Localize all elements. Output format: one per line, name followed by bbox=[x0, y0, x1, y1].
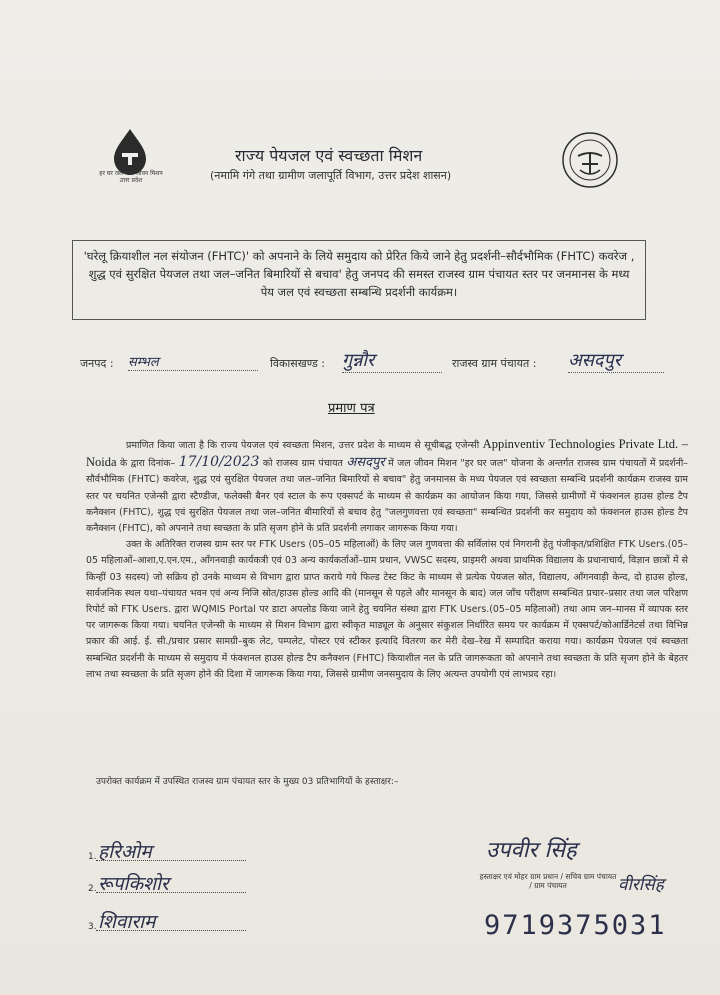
gram-panchayat-label: राजस्व ग्राम पंचायत : bbox=[452, 357, 537, 370]
participant-signature: हरिओम bbox=[98, 841, 152, 863]
p1-village-label: को राजस्व ग्राम पंचायत bbox=[262, 458, 343, 470]
mission-title: राज्य पेयजल एवं स्वच्छता मिशन bbox=[235, 146, 423, 165]
participants-note: उपरोक्त कार्यक्रम में उपस्थित राजस्व ग्राम पंचायत स्तर के मुख्य 03 प्रतिभागियों के हस्ताक्षर:– bbox=[96, 777, 399, 787]
participant-signature: शिवाराम bbox=[98, 911, 156, 933]
logo-caption: हर घर जल जल जीवन मिशन उत्तर प्रदेश bbox=[99, 170, 163, 184]
paragraph-1 bbox=[86, 436, 688, 537]
program-intro-box: 'घरेलू क्रियाशील नल संयोजन (FHTC)' को अपनाने के लिये समुदाय को प्रेरित किये जाने हेतु प्रदर्शनी–सौर्दभौमिक (FHTC) कवरेज , शुद्ध एवं सुरक्षित पेयजल तथा जल–जनित बिमारियों से बचाव' हेतु जनपद की समस्त राजस्व ग्राम पंचायत स्तर पर जनमानस के मध्य पेय जल एवं स्वच्छता सम्बन्धि प्रदर्शनी कार्यक्रम। bbox=[72, 240, 646, 320]
village-name: असदपुर bbox=[346, 455, 385, 471]
district-label: जनपद : bbox=[80, 357, 114, 370]
certificate-body bbox=[86, 436, 688, 683]
participant-2 bbox=[88, 873, 169, 895]
participant-number: 3. bbox=[88, 922, 97, 932]
p1-date-label: के द्वारा दिनांक– bbox=[120, 458, 176, 470]
participant-1 bbox=[88, 841, 152, 863]
participant-number: 1. bbox=[88, 852, 97, 862]
up-government-emblem-icon bbox=[560, 130, 620, 190]
signatory-signature: उपवीर सिंह bbox=[486, 838, 577, 863]
signatory-label: हस्ताक्षर एवं मोहर ग्राम प्रधान / सचिव ग्राम पंचायत / ग्राम पंचायत bbox=[479, 872, 617, 890]
paragraph-2: उक्त के अतिरिक्त राजस्व ग्राम स्तर पर FTK Users (05–05 महिलाओं) के लिए जल गुणवत्ता की सर्विलांस एवं निगरानी हेतु पंजीकृत/प्रशिक्षित FTK Users.(05–05 महिलाओं–आशा,ए.एन.एम., आँगनवाड़ी कार्यकत्री एवं 03 अन्य कार्यकर्ताओं–ग्राम प्रधान, VWSC सदस्य, प्राइमरी अथवा प्राथमिक विद्यालय के प्रधानाचार्य, विज्ञान छात्रों में से किन्हीं 03 सदस्य) जो सक्रिय हो उनके माध्यम से विभाग द्वारा प्राप्त कराये गये फिल्ड टेस्ट किट के माध्यम से प्रत्येक पेयजल स्रोत, विद्यालय, आँगनवाड़ी केन्द, दो हाउस होल्ड, सार्वजनिक स्थल यथा–पंचायत भवन एवं अन्य निजि स्रोत/हाउस होल्ड आदि की (मानसून से पहले और मानसून के बाद) जल जाँच परीक्षण सम्बन्धित प्रचार–प्रसार तथा जल परिक्षण रिपोर्ट को FTK Users. द्वारा WQMIS Portal पर डाटा अपलोड किया जाने हेतु चयनित संस्था द्वारा FTK Users.(05–05 महिलाओं) तथा आम जन–मानस में व्यापक स्तर पर जागरूक किया गया। चयनित एजेन्सी के माध्यम से मिशन विभाग द्वारा स्वीकृत माड्यूल के अनुसार संकुशल निर्धारित समय पर कार्यक्रम में एक्सपर्ट/कोआर्डिनेटर्स तथा विभिन्न प्रकार की आई. ई. सी./प्रचार प्रसार सामग्री–बुक लेट, पम्पलेट, पोस्टर एवं स्टीकर इत्यादि वितरण कर मेरी देख–रेख में सम्पादित कराया गया। कार्यक्रम पेयजल एवं स्वच्छता सम्बन्धित प्रदर्शनी के माध्यम से समुदाय में फंक्शनल हाउस होल्ड टैप कनैक्शन (FHTC) कियाशील नल के प्रति जागरूकता को अपनाने तथा स्वच्छता के प्रति सृजग होने के बेहतर लाभ तथा स्वच्छता के प्रति सृजग होने की दिशा में जागरूक किया गया, जिससे ग्रामीण जनसमुदाय के लिए अत्यन्त उपयोगी एवं लाभप्रद रहा। bbox=[86, 539, 688, 680]
handwritten-phone-number: 9719375031 bbox=[484, 910, 667, 941]
block-value: गुन्नौर bbox=[342, 348, 442, 373]
mission-subtitle: (नमामि गंगे तथा ग्रामीण जलापूर्ति विभाग, उत्तर प्रदेश शासन) bbox=[210, 169, 452, 182]
p1-intro: प्रमाणित किया जाता है कि राज्य पेयजल एवं स्वच्छता मिशन, उत्तर प्रदेश के माध्यम से सूचीबद्ध एजेन्सी bbox=[126, 440, 480, 451]
gram-panchayat-value: असदपुर bbox=[568, 348, 664, 373]
certificate-heading: प्रमाण पत्र bbox=[328, 401, 375, 416]
block-label: विकासखण्ड : bbox=[270, 357, 326, 370]
participant-signature: रूपकिशोर bbox=[98, 873, 169, 895]
p1-details: में जल जीवन मिशन "हर घर जल" योजना के अन्तर्गत राजस्व ग्राम पंचायतों में प्रदर्शनी–सौर्वभौमिक (FHTC) कवरेज, शुद्ध एवं सुरक्षित पेयजल तथा जल–जनित बिमारियों से बचाव" हेतु जनमानस के मध्य पेयजल एवं स्वच्छता सम्बन्धि प्रदर्शनी कार्यक्रम राजस्व ग्राम स्तर पर चयनित एजेन्सी द्वारा स्टैण्डीज, फलेक्सी बैनर एवं स्टाल के रूप एक्सपर्ट के माध्यम से कार्यक्रम का आयोजन किया गया, जिससे ग्रामीणों में फंक्शनल हाउस होल्ड टैप कनैक्शन (FHTC), शुद्ध एवं सुरक्षित पेयजल तथा जल–जनित बीमारियों से बचाव हेतु "जलगुणवत्ता एवं स्वच्छता" सम्बन्धित प्रदर्शनी कर समुदाय को फंक्शनल हाउस होल्ड टैप कनैक्शन (FHTC), को अपनाने तथा स्वच्छता के प्रति सृजग होने के प्रति प्रदर्शनी लगाकर जागरूक किया गया। bbox=[86, 458, 688, 535]
district-value: सम्भल bbox=[128, 352, 258, 371]
participant-number: 2. bbox=[88, 884, 97, 894]
signatory-signature-2: वीरसिंह bbox=[618, 875, 664, 895]
program-date: 17/10/2023 bbox=[178, 454, 260, 471]
participant-3 bbox=[88, 911, 156, 933]
agency-name: Appinventiv Technologies Private Ltd. – Noida bbox=[86, 437, 688, 470]
